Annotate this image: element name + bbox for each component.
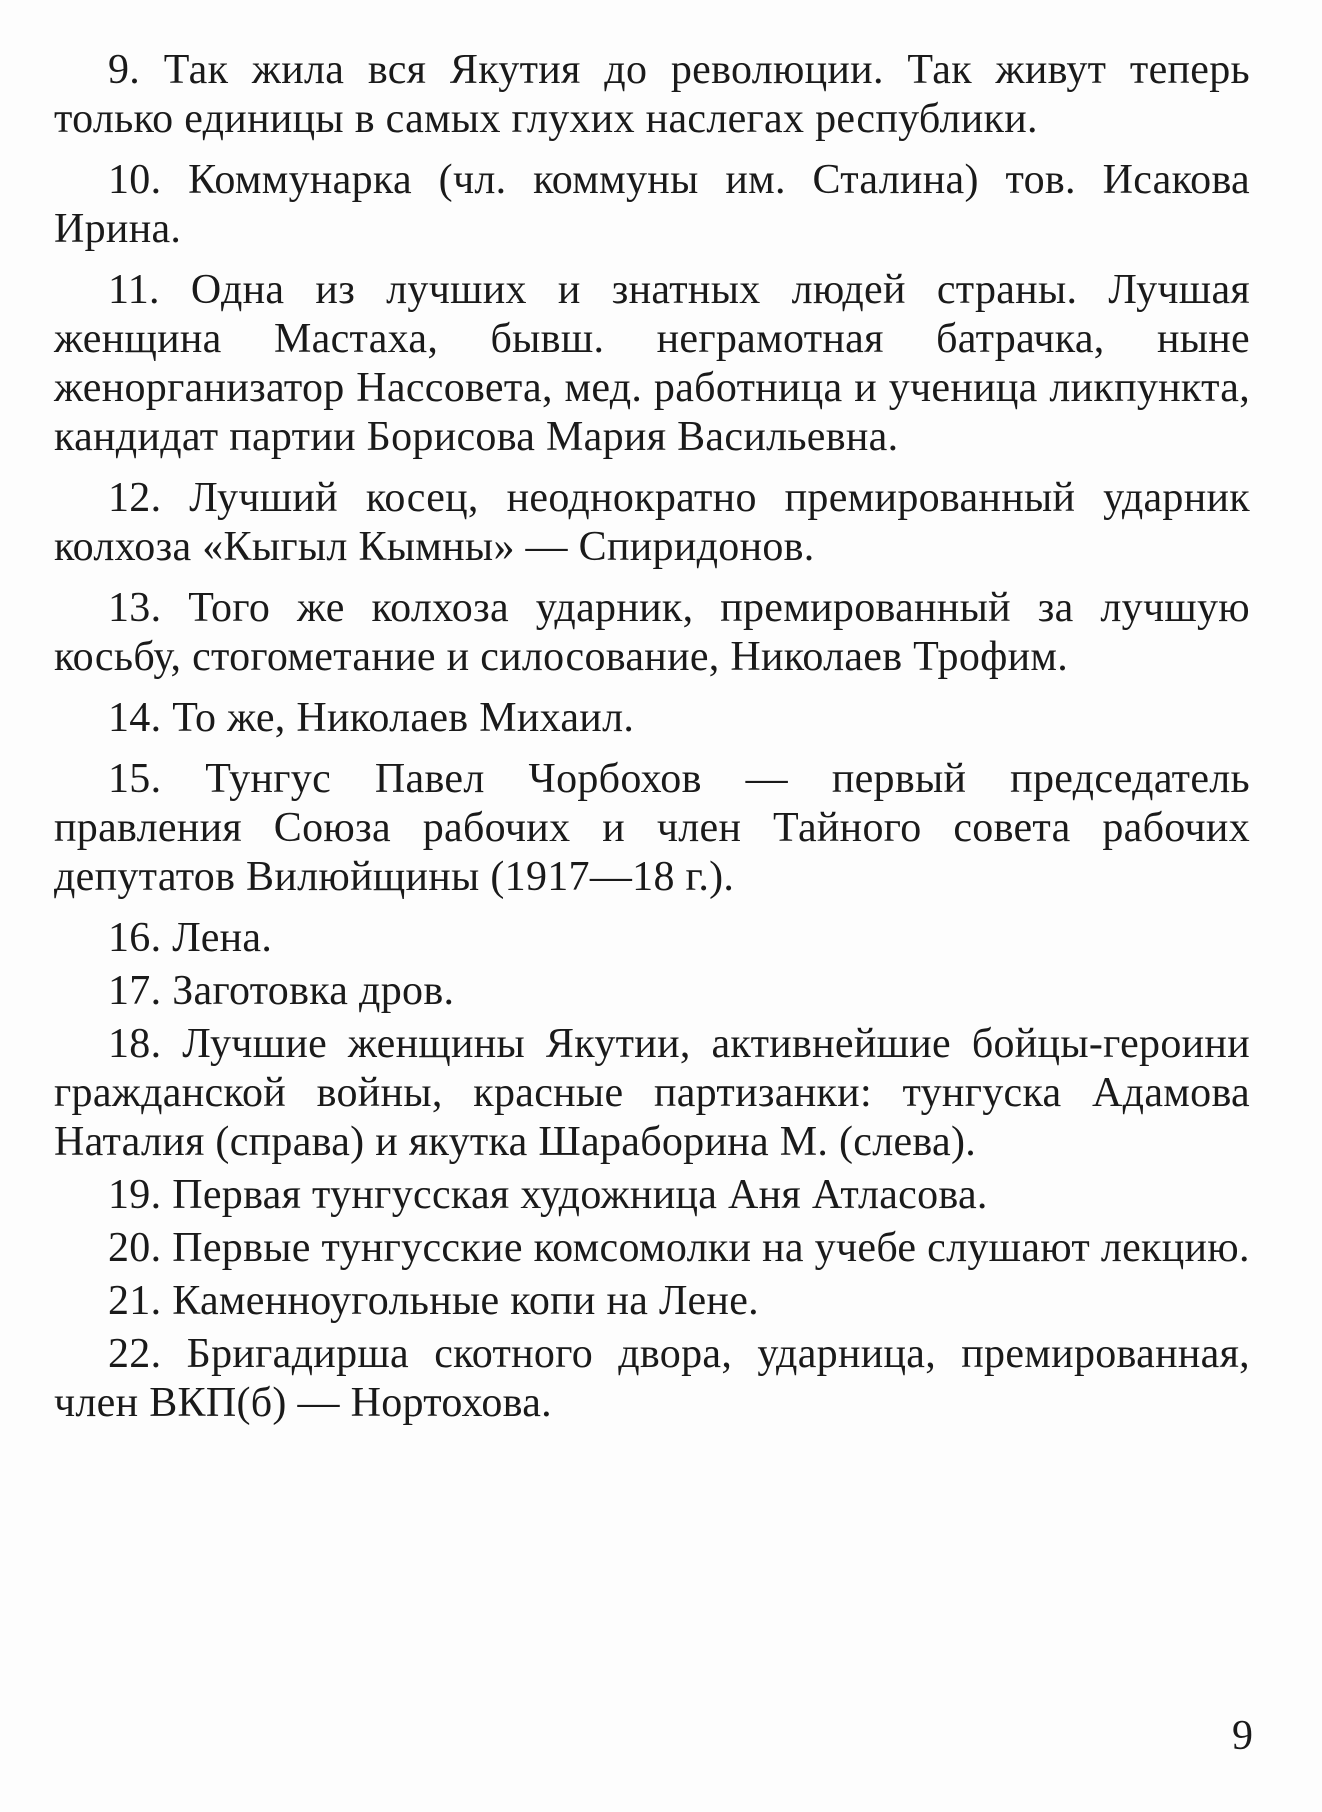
caption-15: 15. Тунгус Павел Чорбохов — первый председатель правления Союза рабочих и член Тайного совета рабочих депутатов Вилюйщины (1917—18 г.). [54,756,1250,900]
caption-22: 22. Бригадирша скотного двора, ударница, премированная, член ВКП(б) — Нортохова. [54,1331,1250,1426]
caption-18: 18. Лучшие женщины Якутии, активнейшие бойцы-героини гражданской войны, красные партизанки: тунгуска Адамова Наталия (справа) и якутка Шараборина М. (слева). [54,1021,1250,1165]
caption-9: 9. Так жила вся Якутия до революции. Так живут теперь только единицы в самых глухих наслегах республики. [54,47,1250,142]
caption-16: 16. Лена. [108,915,273,961]
caption-14: 14. То же, Николаев Михаил. [108,695,635,741]
caption-10: 10. Коммунарка (чл. коммуны им. Сталина) тов. Исакова Ирина. [54,157,1250,252]
caption-19: 19. Первая тунгусская художница Аня Атласова. [108,1172,988,1218]
caption-12: 12. Лучший косец, неоднократно премированный ударник колхоза «Кыгыл Кымны» — Спиридонов. [54,475,1250,570]
caption-21: 21. Каменноугольные копи на Лене. [108,1278,759,1324]
caption-list [54,46,1250,1432]
caption-17: 17. Заготовка дров. [108,968,455,1014]
caption-13: 13. Того же колхоза ударник, премированный за лучшую косьбу, стогометание и силосование, Николаев Трофим. [54,585,1250,680]
caption-20: 20. Первые тунгусские комсомолки на учебе слушают лекцию. [108,1225,1250,1271]
caption-11: 11. Одна из лучших и знатных людей страны. Лучшая женщина Мастаха, бывш. неграмотная батрачка, ныне женорганизатор Нассовета, мед. работница и ученица ликпункта, кандидат партии Борисова Мария Васильевна. [54,267,1250,460]
page-number: 9 [1232,1713,1253,1759]
